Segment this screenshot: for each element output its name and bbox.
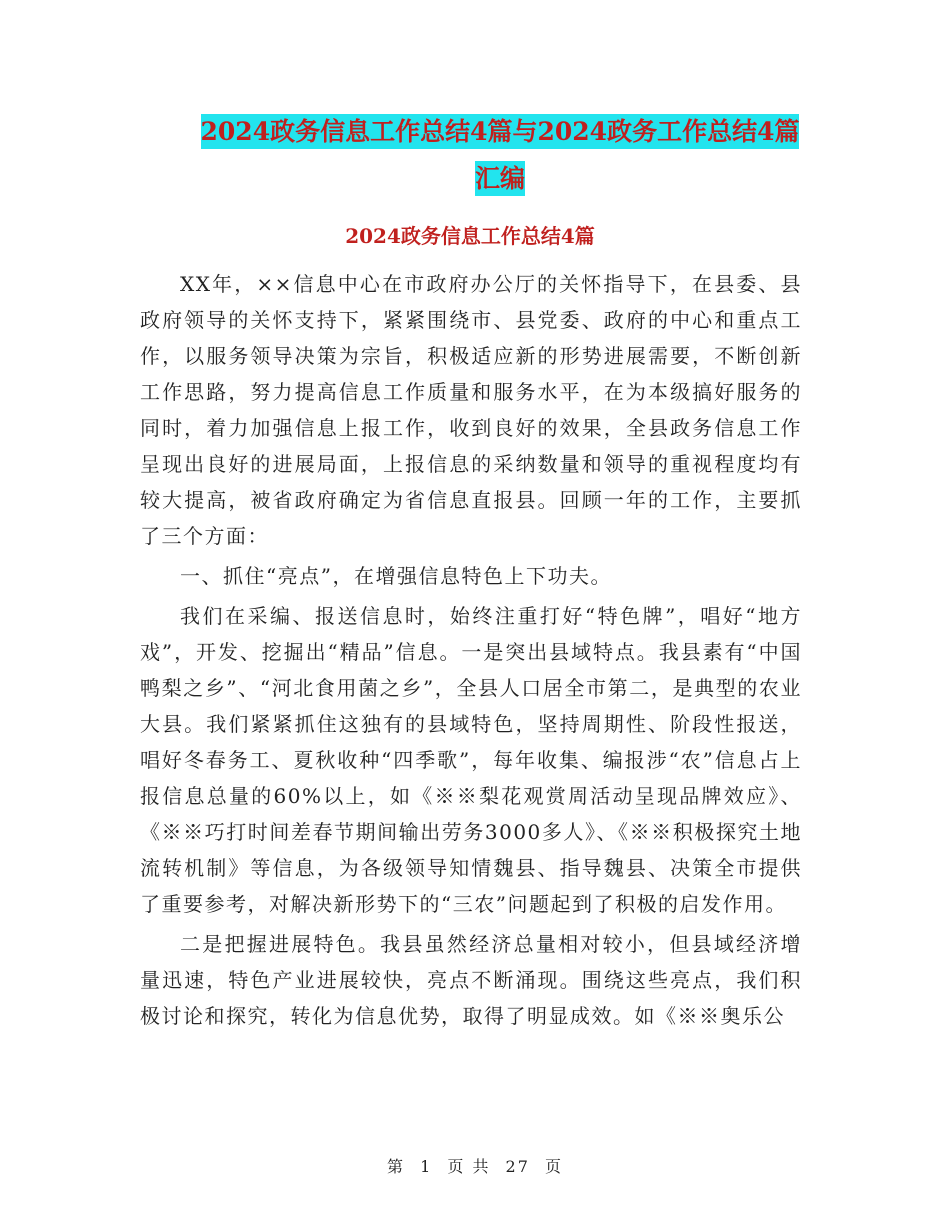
- document-title: [140, 108, 860, 202]
- paragraph: 我们在采编、报送信息时，始终注重打好“特色牌”，唱好“地方戏”，开发、挖掘出“精品”信息。一是突出县域特点。我县素有“中国鸭梨之乡”、“河北食用菌之乡”，全县人口居全市第二，是典型的农业大县。我们紧紧抓住这独有的县域特色，坚持周期性、阶段性报送，唱好冬春务工、夏秋收种“四季歌”，每年收集、编报涉“农”信息占上报信息总量的60%以上，如《※※梨花观赏周活动呈现品牌效应》、《※※巧打时间差春节期间输出劳务3000多人》、《※※积极探究土地流转机制》等信息，为各级领导知情魏县、指导魏县、决策全市提供了重要参考，对解决新形势下的“三农”问题起到了积极的启发作用。: [140, 604, 802, 916]
- paragraph: 二是把握进展特色。我县虽然经济总量相对较小，但县域经济增量迅速，特色产业进展较快，亮点不断涌现。围绕这些亮点，我们积极讨论和探究，转化为信息优势，取得了明显成效。如《※※奥乐公: [140, 932, 802, 1028]
- title-line-2: 汇编: [475, 161, 525, 196]
- page-mid: 页 共: [447, 1157, 491, 1176]
- page-footer: [0, 1154, 950, 1177]
- document-body: [140, 266, 802, 1038]
- section-title: 2024政务信息工作总结4篇: [345, 224, 595, 248]
- paragraph: 一、抓住“亮点”，在增强信息特色上下功夫。: [180, 564, 612, 588]
- paragraph: XX年，××信息中心在市政府办公厅的关怀指导下，在县委、县政府领导的关怀支持下，紧紧围绕市、县党委、政府的中心和重点工作，以服务领导决策为宗旨，积极适应新的形势进展需要，不断创新工作思路，努力提高信息工作质量和服务水平，在为本级搞好服务的同时，着力加强信息上报工作，收到良好的效果，全县政务信息工作呈现出良好的进展局面，上报信息的采纳数量和领导的重视程度均有较大提高，被省政府确定为省信息直报县。回顾一年的工作，主要抓了三个方面：: [140, 272, 802, 548]
- page-prefix: 第: [386, 1157, 405, 1176]
- page-number: 1: [420, 1157, 433, 1176]
- page-total: 27: [505, 1157, 530, 1176]
- title-line-1: 2024政务信息工作总结4篇与2024政务工作总结4篇: [201, 114, 800, 149]
- page-suffix: 页: [545, 1157, 564, 1176]
